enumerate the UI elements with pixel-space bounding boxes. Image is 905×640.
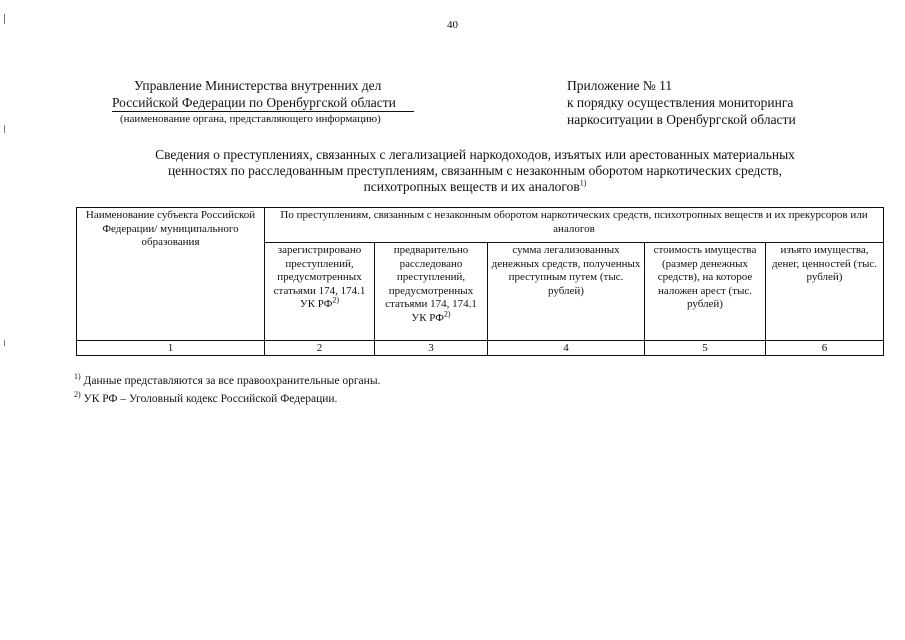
column-number: 6 — [766, 341, 884, 356]
column-number: 5 — [645, 341, 766, 356]
title-line-3: психотропных веществ и их аналогов — [363, 179, 580, 194]
column-number: 4 — [488, 341, 645, 356]
title-line-1: Сведения о преступлениях, связанных с легализацией наркодоходов, изъятых или арестованных материальных — [155, 147, 795, 162]
page-number: 40 — [447, 19, 458, 31]
document-title — [95, 147, 855, 195]
title-line-2: ценностях по расследованным преступлениям, связанным с незаконным оборотом наркотических средств, — [167, 163, 783, 178]
organization-caption: (наименование органа, представляющего информацию) — [120, 113, 381, 125]
appendix-line-2: к порядку осуществления мониторинга — [567, 95, 794, 110]
organization-block — [112, 77, 452, 126]
scan-edge-mark — [4, 125, 5, 133]
column-number: 3 — [375, 341, 488, 356]
subheader-registered: зарегистрировано преступлений, предусмотренных статьями 174, 174.1 УК РФ$^{2)}$ — [265, 243, 375, 341]
appendix-block — [567, 77, 867, 128]
group-header: По преступлениям, связанным с незаконным оборотом наркотических средств, психотропных веществ и их прекурсоров или аналогов — [265, 208, 884, 243]
col1-header: Наименование субъекта Российской Федерации/ муниципального образования — [77, 208, 265, 341]
column-numbers-row — [77, 341, 884, 356]
organization-line-2: Российской Федерации по Оренбургской области — [112, 94, 414, 112]
appendix-line-3: наркоситуации в Оренбургской области — [567, 112, 796, 127]
title-footnote-mark: 1) — [579, 178, 587, 188]
table-header-row — [77, 208, 884, 243]
footnotes — [74, 370, 774, 406]
report-table — [76, 207, 884, 356]
column-number: 2 — [265, 341, 375, 356]
column-number: 1 — [77, 341, 265, 356]
subheader-seized-property: изъято имущества, денег, ценностей (тыс. рублей) — [766, 243, 884, 341]
scan-edge-mark — [4, 340, 5, 346]
footnote-2: $^{2)}$ УК РФ – Уголовный кодекс Российской Федерации. — [74, 389, 338, 405]
subheader-legalized-sum: сумма легализованных денежных средств, полученных преступным путем (тыс. рублей) — [488, 243, 645, 341]
footnote-1: $^{1)}$ Данные представляются за все правоохранительные органы. — [74, 372, 381, 387]
organization-line-1: Управление Министерства внутренних дел — [134, 78, 382, 93]
subheader-investigated: предварительно расследовано преступлений, предусмотренных статьями 174, 174.1 УК РФ$^{2)}$ — [375, 243, 488, 341]
appendix-number: Приложение № 11 — [567, 78, 673, 93]
subheader-arrested-property: стоимость имущества (размер денежных средств), на которое наложен арест (тыс. рублей) — [645, 243, 766, 341]
